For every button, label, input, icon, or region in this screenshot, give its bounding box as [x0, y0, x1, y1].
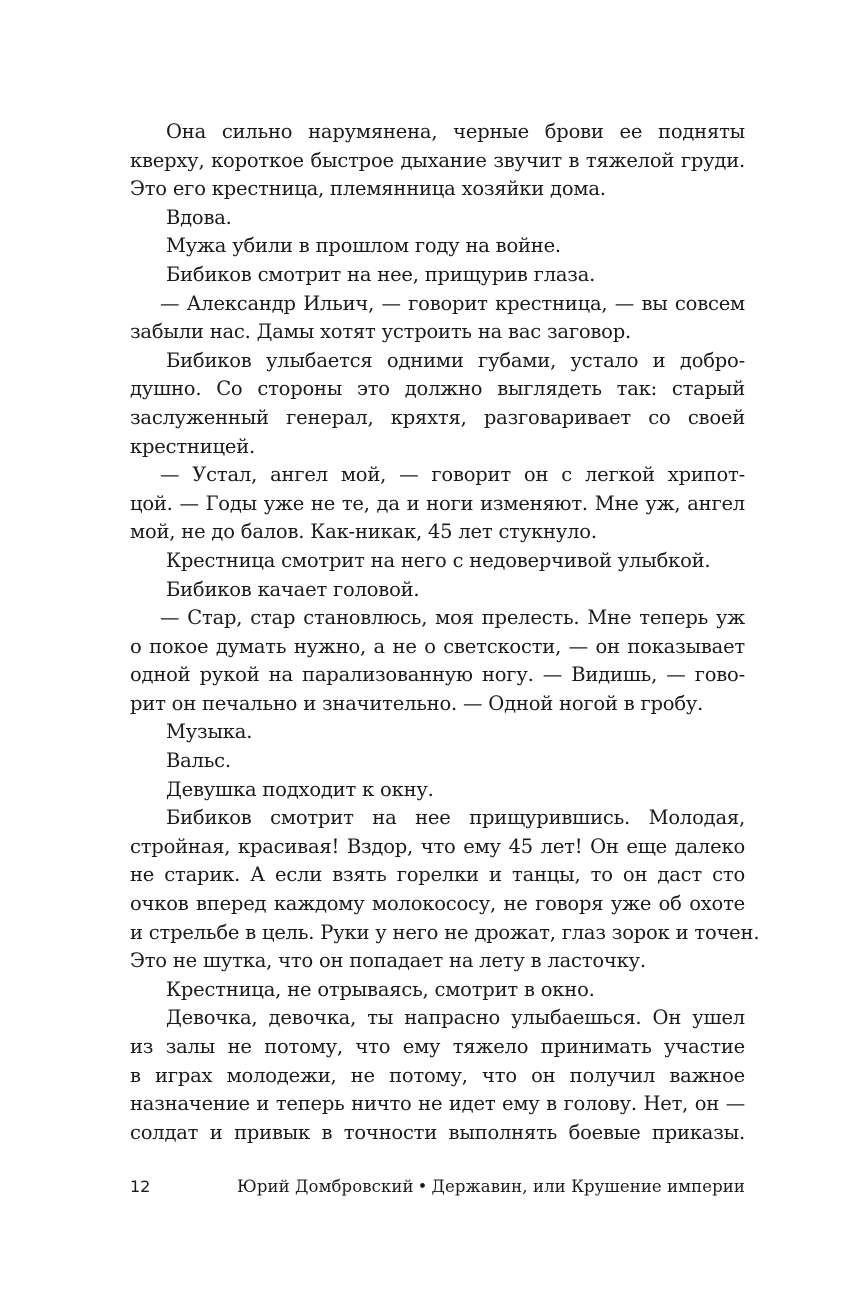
text-line: Бибиков улыбается одними губами, устало и добро- [166, 348, 745, 372]
text-line: Вальс. [166, 749, 231, 773]
text-line: стройная, красивая! Вздор, что ему 45 лет! Он еще далеко [130, 834, 745, 858]
text-line: крестницей. [130, 434, 255, 458]
text-line: мой, не до балов. Как-никак, 45 лет стукнуло. [130, 520, 597, 544]
text-line: из залы не потому, что ему тяжело принимать участие [130, 1035, 745, 1058]
text-line: заслуженный генерал, кряхтя, разговаривает со своей [130, 405, 745, 429]
page-body-text [130, 118, 760, 1147]
running-head [237, 1173, 745, 1201]
text-line: в играх молодежи, не потому, что он получил важное [130, 1063, 745, 1087]
text-line: Она сильно нарумянена, черные брови ее подняты [166, 120, 745, 143]
text-line: — Устал, ангел мой, — говорит он с легкой хрипот- [160, 463, 745, 487]
text-line: цой. — Годы уже не те, да и ноги изменяют. Мне уж, ангел [130, 491, 745, 515]
text-line: назначение и теперь ничто не идет ему в голову. Нет, он — [130, 1092, 745, 1116]
text-line: одной рукой на парализованную ногу. — Видишь, — гово- [130, 663, 745, 687]
text-line: забыли нас. Дамы хотят устроить на вас заговор. [130, 320, 631, 344]
text-line: Крестница, не отрываясь, смотрит в окно. [166, 977, 595, 1001]
text-line: кверху, короткое быстрое дыхание звучит в тяжелой груди. [130, 148, 745, 172]
text-line: солдат и привык в точности выполнять боевые приказы. [130, 1120, 745, 1144]
text-line: Девушка подходит к окну. [166, 777, 434, 801]
text-line: Это не шутка, что он попадает на лету в ласточку. [130, 949, 646, 973]
running-head-author: Юрий Домбровский [237, 1177, 414, 1196]
page-number: 12 [130, 1177, 151, 1196]
running-head-separator: • [417, 1177, 428, 1196]
page-footer [130, 1173, 745, 1201]
text-line: очков вперед каждому молокососу, не говоря уже об охоте [130, 892, 745, 916]
text-line: Это его крестница, племянница хозяйки дома. [130, 177, 606, 201]
text-line: Бибиков качает головой. [166, 577, 420, 601]
text-line: Бибиков смотрит на нее, прищурив глаза. [166, 262, 596, 286]
text-line: о покое думать нужно, а не о светскости, — он показывает [130, 634, 745, 658]
text-line: душно. Со стороны это должно выглядеть так: старый [130, 377, 745, 401]
text-line: Мужа убили в прошлом году на войне. [166, 234, 561, 258]
text-line: — Александр Ильич, — говорит крестница, — вы совсем [160, 291, 745, 315]
text-line: Бибиков смотрит на нее прищурившись. Молодая, [166, 806, 745, 830]
text-line: не старик. А если взять горелки и танцы, то он даст сто [130, 863, 745, 887]
text-line: рит он печально и значительно. — Одной ногой в гробу. [130, 691, 704, 715]
text-line: Крестница смотрит на него с недоверчивой улыбкой. [166, 548, 711, 572]
text-line: Вдова. [166, 205, 232, 229]
running-head-title: Державин, или Крушение империи [431, 1177, 745, 1196]
text-line: Девочка, девочка, ты напрасно улыбаешься. Он ушел [166, 1006, 745, 1030]
text-line: Музыка. [166, 720, 253, 744]
text-line: — Стар, стар становлюсь, моя прелесть. Мне теперь уж [160, 606, 745, 630]
text-line: и стрельбе в цель. Руки у него не дрожат, глаз зорок и точен. [130, 920, 760, 944]
